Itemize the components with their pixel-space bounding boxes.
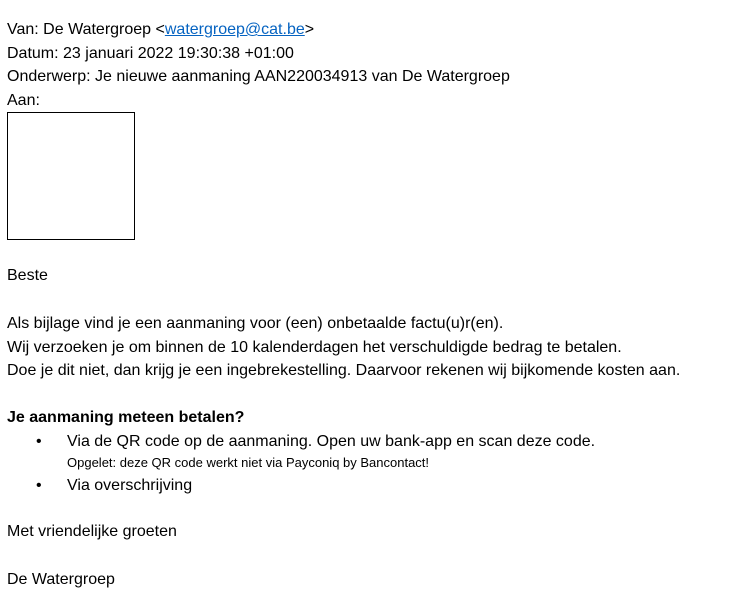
from-label: Van: De Watergroep < bbox=[7, 21, 165, 38]
bullet-icon: • bbox=[36, 477, 42, 494]
closing-line: Met vriendelijke groeten bbox=[7, 523, 177, 540]
sender-email-link[interactable]: watergroep@cat.be bbox=[164, 21, 305, 38]
signature: De Watergroep bbox=[7, 571, 115, 588]
bullet-icon: • bbox=[36, 433, 42, 450]
date-line: Datum: 23 januari 2022 19:30:38 +01:00 bbox=[7, 45, 294, 62]
from-suffix: > bbox=[304, 21, 315, 38]
from-line bbox=[7, 20, 314, 40]
list-item-note: Opgelet: deze QR code werkt niet via Payconiq by Bancontact! bbox=[67, 455, 430, 470]
greeting: Beste bbox=[7, 267, 48, 284]
to-line: Aan: bbox=[7, 92, 40, 109]
subject-line: Onderwerp: Je nieuwe aanmaning AAN220034913 van De Watergroep bbox=[7, 68, 510, 85]
list-item-text: Via overschrijving bbox=[67, 477, 193, 494]
pay-heading: Je aanmaning meteen betalen? bbox=[7, 409, 245, 426]
redacted-image-box bbox=[7, 112, 135, 240]
list-item-text: Via de QR code op de aanmaning. Open uw bank-app en scan deze code. bbox=[67, 433, 596, 450]
paragraph-line-1: Als bijlage vind je een aanmaning voor (een) onbetaalde factu(u)r(en). bbox=[7, 315, 504, 332]
paragraph-line-2: Wij verzoeken je om binnen de 10 kalenderdagen het verschuldigde bedrag te betalen. bbox=[7, 339, 622, 356]
paragraph-line-3: Doe je dit niet, dan krijg je een ingebrekestelling. Daarvoor rekenen wij bijkomende kosten aan. bbox=[7, 362, 681, 379]
